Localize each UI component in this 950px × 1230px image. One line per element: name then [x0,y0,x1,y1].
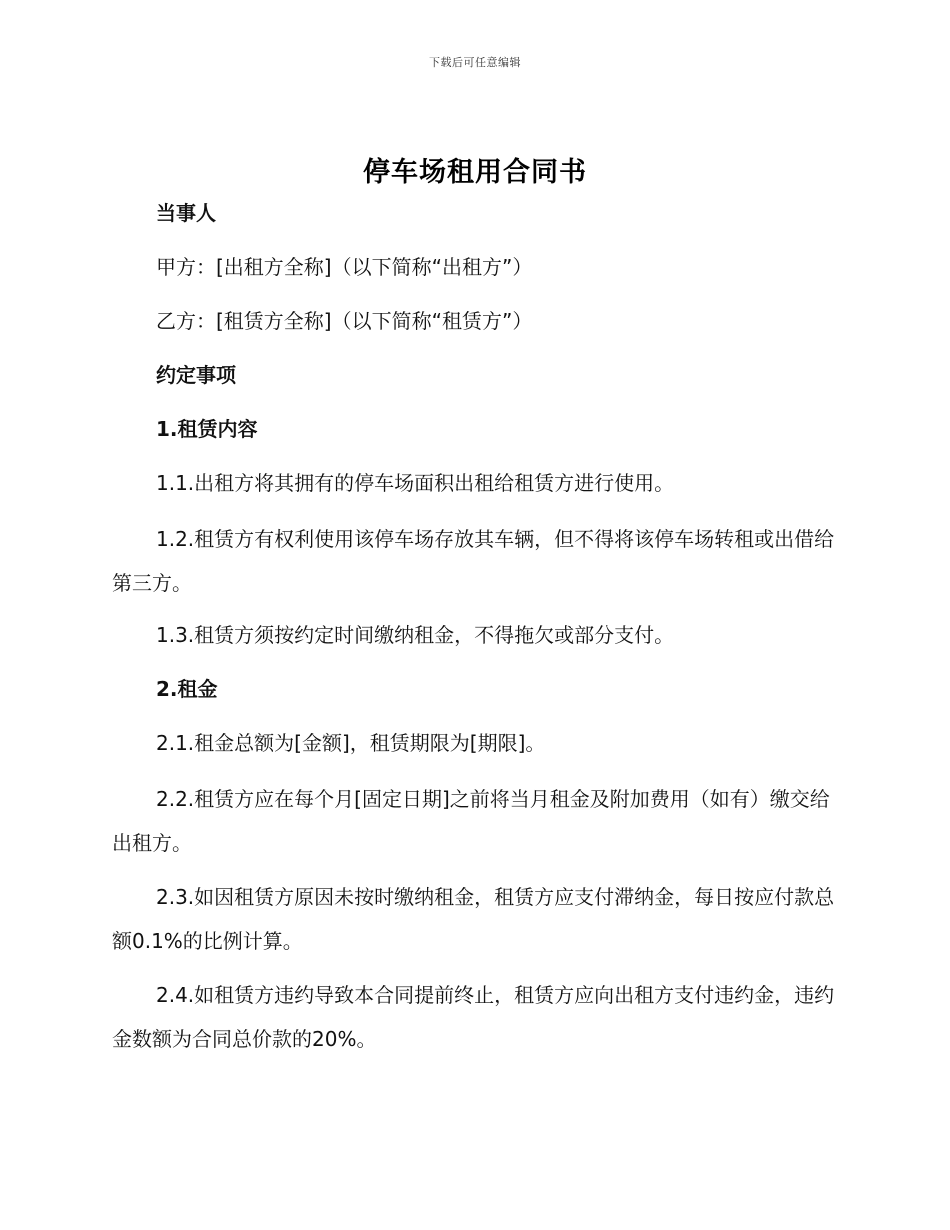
clause-2-1: 2.1.租金总额为[金额]，租赁期限为[期限]。 [156,731,546,755]
clause-1-2: 1.2.租赁方有权利使用该停车场存放其车辆，但不得将该停车场转租或出借给第三方。 [112,527,835,595]
party-b: 乙方：[租赁方全称]（以下简称“租赁方”） [156,309,533,333]
clause-2-2: 2.2.租赁方应在每个月[固定日期]之前将当月租金及附加费用（如有）缴交给出租方。 [112,787,830,855]
document-title: 停车场租用合同书 [363,157,587,188]
party-a: 甲方：[出租方全称]（以下简称“出租方”） [156,255,533,279]
header-note: 下载后可任意编辑 [429,56,521,69]
heading-agreed-items: 约定事项 [156,363,236,387]
heading-rent: 2.租金 [156,677,218,701]
clause-1-1: 1.1.出租方将其拥有的停车场面积出租给租赁方进行使用。 [156,471,675,495]
document-body [112,193,838,1071]
heading-parties: 当事人 [156,201,216,225]
clause-2-3: 2.3.如因租赁方原因未按时缴纳租金，租赁方应支付滞纳金，每日按应付款总额0.1%的比例计算。 [112,885,835,953]
heading-lease-content: 1.租赁内容 [156,417,258,441]
clause-1-3: 1.3.租赁方须按约定时间缴纳租金，不得拖欠或部分支付。 [156,623,675,647]
clause-2-4: 2.4.如租赁方违约导致本合同提前终止，租赁方应向出租方支付违约金，违约金数额为合同总价款的20%。 [112,983,835,1051]
